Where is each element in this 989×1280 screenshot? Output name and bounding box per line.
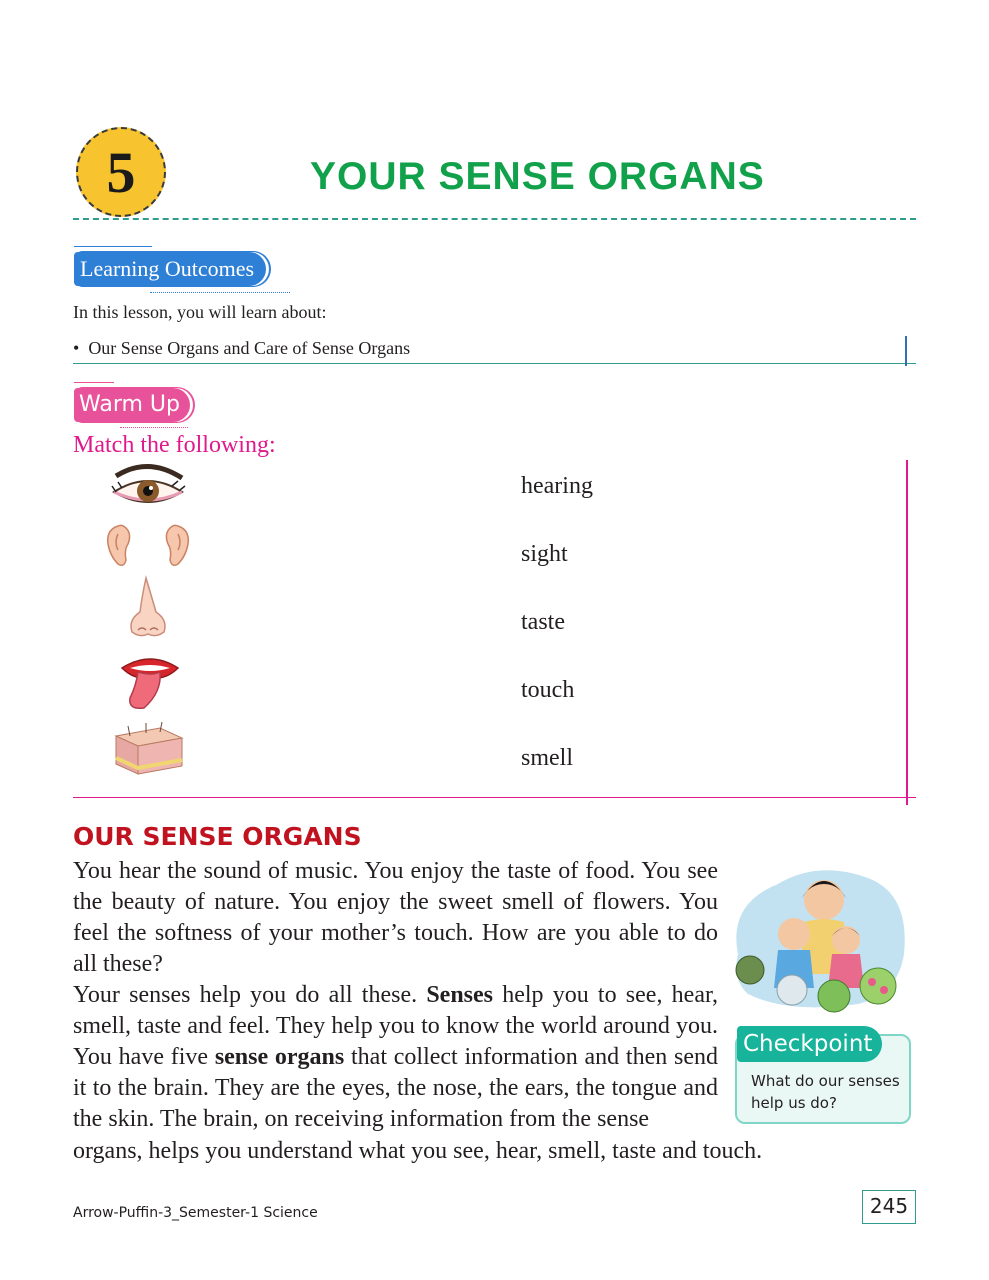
paragraph-2: Your senses help you do all these. Senses help you to see, hear, smell, taste and feel. They help you to know the world around you. You have five sense organs that collect information and then send it to the brain. They are the eyes, the nose, the ears, the tongue and the skin. The brain, on receiving information from the sense: [73, 982, 719, 1132]
term-sense-organs: sense organs: [214, 1044, 345, 1070]
outcomes-decoration-line: [74, 246, 152, 247]
match-instruction: Match the following:: [73, 432, 276, 458]
learning-outcomes-label: Learning Outcomes: [74, 252, 266, 286]
footer-book-title: Arrow-Puffin-3_Semester-1 Science: [73, 1205, 318, 1221]
match-word: sight: [521, 541, 568, 567]
outcomes-intro: In this lesson, you will learn about:: [73, 302, 327, 322]
match-word: taste: [521, 609, 565, 635]
outcomes-item-text: Our Sense Organs and Care of Sense Organs: [88, 338, 411, 358]
checkpoint-label: Checkpoint: [737, 1026, 882, 1062]
title-divider: [73, 218, 916, 220]
outcomes-divider: [73, 363, 916, 364]
outcomes-side-rule: [905, 336, 907, 366]
ears-icon: [104, 520, 192, 572]
outcomes-list-item: [73, 338, 410, 359]
nose-icon: [124, 576, 172, 642]
tongue-icon: [118, 652, 182, 712]
warmup-side-rule: [906, 460, 908, 805]
match-word: hearing: [521, 473, 593, 499]
outcomes-decoration-dots: [150, 292, 290, 293]
warmup-divider: [73, 797, 916, 798]
paragraph-1: You hear the sound of music. You enjoy the taste of food. You see the beauty of nature. You enjoy the sweet smell of flowers. You feel the softness of your mother’s touch. How are you able to do all these?: [73, 858, 718, 977]
paragraph-last-line: organs, helps you understand what you see, hear, smell, taste and touch.: [73, 1138, 763, 1164]
warmup-decoration-line: [74, 382, 114, 383]
match-word: touch: [521, 677, 575, 703]
family-senses-illustration: [728, 864, 910, 1024]
term-senses: Senses: [426, 982, 493, 1008]
chapter-title: YOUR SENSE ORGANS: [310, 155, 765, 198]
warmup-decoration-dots: [120, 427, 188, 428]
page-number: 245: [862, 1190, 916, 1224]
skin-icon: [110, 722, 186, 778]
checkpoint-question: What do our senses help us do?: [751, 1072, 900, 1112]
section-body: [73, 856, 718, 1135]
warm-up-label: Warm Up: [74, 388, 190, 422]
match-word: smell: [521, 745, 573, 771]
chapter-number: 5: [76, 127, 166, 217]
bullet: •: [73, 338, 89, 358]
section-title: OUR SENSE ORGANS: [73, 822, 362, 851]
eye-icon: [110, 462, 186, 514]
